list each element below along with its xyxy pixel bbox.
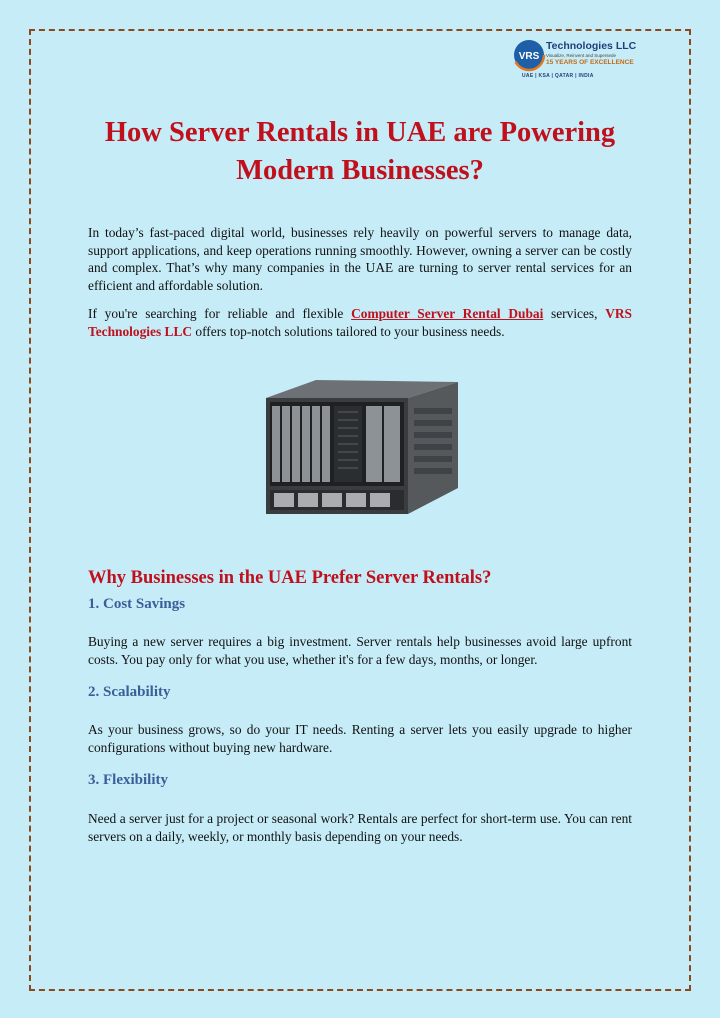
intro-paragraph: In today’s fast-paced digital world, businesses rely heavily on powerful servers to manage data, support applications, and keep operations running smoothly. However, owning a server can be costly and complex. That’s why many companies in the UAE are turning to server rental services for an efficient and affordable solution. [88,225,632,293]
logo-years: 15 YEARS OF EXCELLENCE [546,59,634,66]
scalability-paragraph: As your business grows, so do your IT needs. Renting a server lets you easily upgrade to higher configurations without buying new hardware. [88,722,632,755]
flexibility-paragraph: Need a server just for a project or seasonal work? Rentals are perfect for short-term use. You can rent servers on a daily, weekly, or monthly basis depending on your needs. [88,811,632,844]
search-text-after: offers top-notch solutions tailored to your business needs. [192,323,505,339]
search-paragraph [88,305,632,340]
search-text-middle: services, [543,306,606,321]
flexibility-heading: 3. Flexibility [88,772,168,788]
logo-mark: VRS [518,51,540,62]
cost-savings-heading: 1. Cost Savings [88,596,186,612]
brand-name: VRS Technologies LLC [88,306,632,339]
logo-globe-icon [512,38,546,72]
computer-server-rental-link[interactable]: Computer Server Rental Dubai [351,306,544,321]
search-text-before: If you're searching for reliable and flexible [88,306,352,321]
page-title: How Server Rentals in UAE are Powering Modern Businesses? [104,117,616,186]
section-heading: Why Businesses in the UAE Prefer Server Rentals? [88,568,492,588]
logo-regions: UAE | KSA | QATAR | INDIA [522,73,594,79]
cost-savings-paragraph: Buying a new server requires a big investment. Server rentals help businesses avoid large upfront costs. You pay only for what you use, whether it's for a few days, months, or longer. [88,634,632,667]
scalability-heading: 2. Scalability [88,684,171,700]
logo-tagline: Visualize, Reinvent and Supersede [546,53,616,58]
logo-name: Technologies LLC [546,40,637,52]
server-rack-image [258,376,468,518]
company-logo [512,38,652,82]
